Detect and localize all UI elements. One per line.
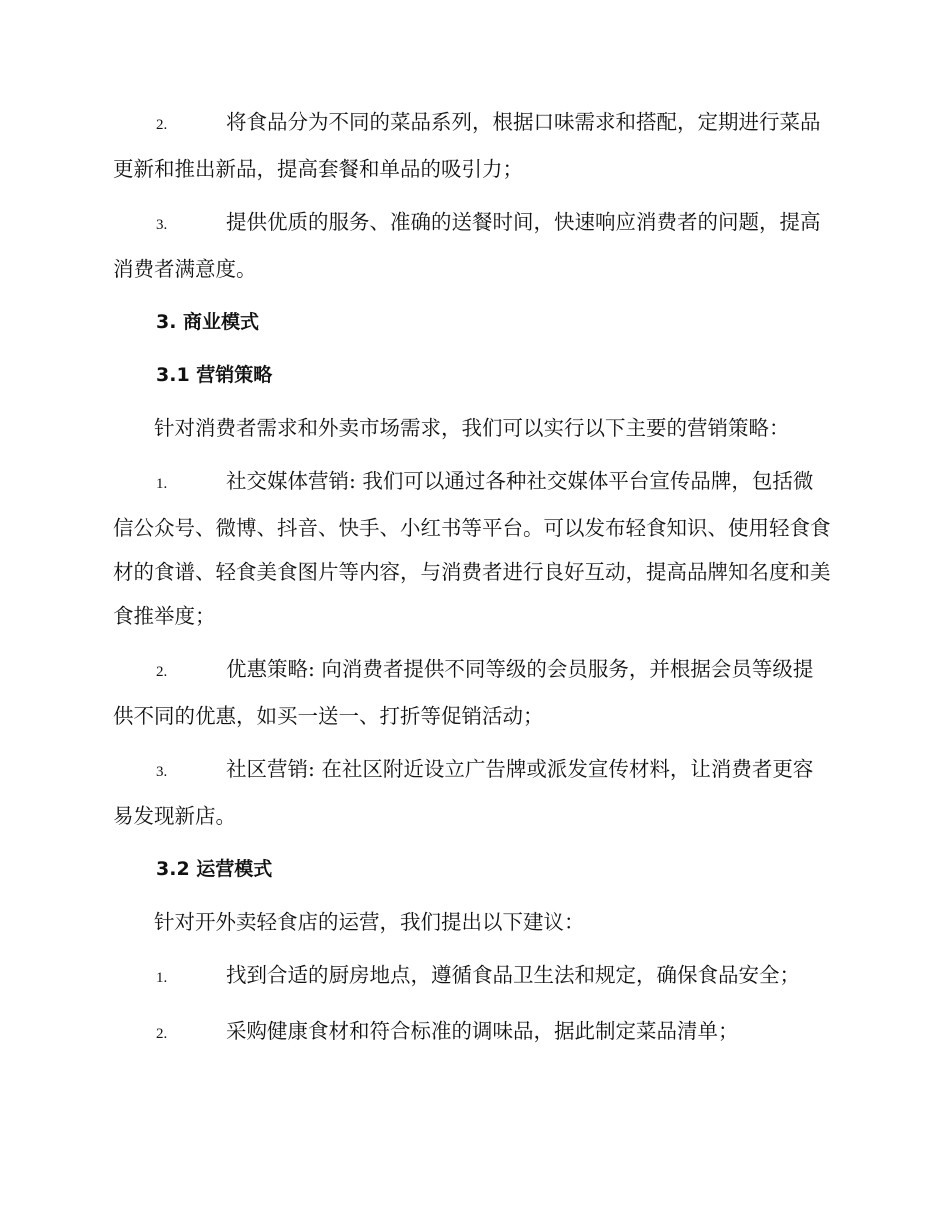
list-text: 找到合适的厨房地点，遵循食品卫生法和规定，确保食品安全； xyxy=(226,963,800,987)
paragraph: 针对开外卖轻食店的运营，我们提出以下建议： xyxy=(154,910,585,934)
list-number: 1. xyxy=(156,476,168,492)
list-item xyxy=(113,200,833,291)
list-number: 2. xyxy=(156,117,168,133)
list-text: 优惠策略: 向消费者提供不同等级的会员服务，并根据会员等级提供不同的优惠，如买一送一、打折等促销活动； xyxy=(113,657,814,728)
list-item xyxy=(113,647,833,738)
list-item xyxy=(113,1009,833,1056)
document-page xyxy=(113,100,833,1065)
list-number: 3. xyxy=(156,217,168,233)
subsection-heading: 3.1 营销策略 xyxy=(156,364,273,386)
list-number: 2. xyxy=(156,664,168,680)
list-number: 1. xyxy=(156,970,168,986)
subsection-heading: 3.2 运营模式 xyxy=(156,858,273,880)
list-text: 社交媒体营销: 我们可以通过各种社交媒体平台宣传品牌，包括微信公众号、微博、抖音、快手、小红书等平台。可以发布轻食知识、使用轻食食材的食谱、轻食美食图片等内容，与消费者进行良好互动，提高品牌知名度和美食推举度； xyxy=(113,469,831,628)
list-item xyxy=(113,100,833,191)
list-number: 3. xyxy=(156,764,168,780)
list-item xyxy=(113,747,833,838)
list-text: 提供优质的服务、准确的送餐时间，快速响应消费者的问题，提高消费者满意度。 xyxy=(113,210,821,281)
paragraph: 针对消费者需求和外卖市场需求，我们可以实行以下主要的营销策略： xyxy=(154,416,790,440)
section-heading: 3. 商业模式 xyxy=(156,311,260,333)
list-item xyxy=(113,459,833,638)
list-text: 将食品分为不同的菜品系列，根据口味需求和搭配，定期进行菜品更新和推出新品，提高套餐和单品的吸引力； xyxy=(113,110,821,181)
list-text: 社区营销: 在社区附近设立广告牌或派发宣传材料，让消费者更容易发现新店。 xyxy=(113,757,814,828)
list-item xyxy=(113,953,833,1000)
list-text: 采购健康食材和符合标准的调味品，据此制定菜品清单； xyxy=(226,1019,739,1043)
list-number: 2. xyxy=(156,1026,168,1042)
